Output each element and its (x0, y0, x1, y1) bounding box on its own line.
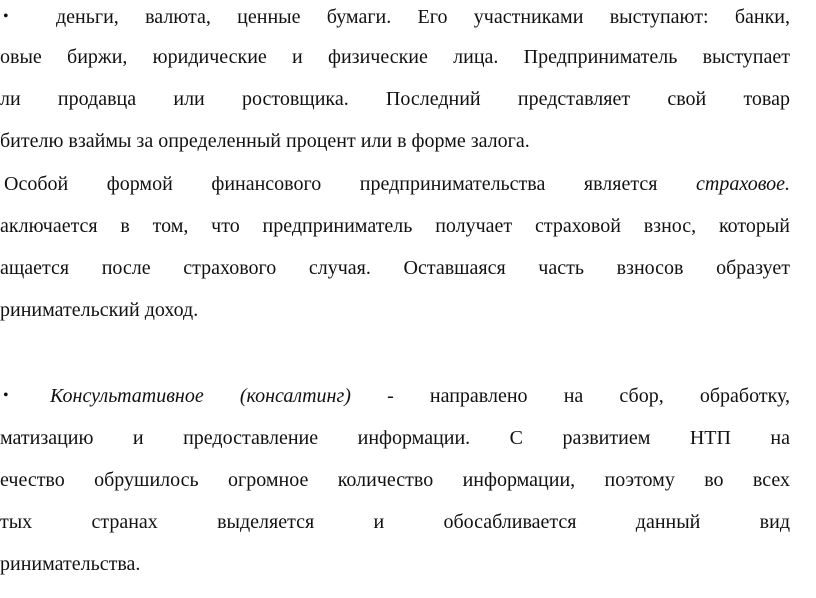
paragraph-line: тых странах выделяется и обосабливается данный вид (0, 511, 790, 533)
paragraph-line: ащается после страхового случая. Оставшаяся часть взносов образует (0, 257, 790, 279)
paragraph-line: деньги, валюта, ценные бумаги. Его участниками выступают: банки, (56, 6, 790, 28)
paragraph-line: овые биржи, юридические и физические лица. Предприниматель выступает (0, 46, 790, 68)
paragraph-line: ринимательский доход. (0, 299, 199, 321)
emphasis-term: Консультативное (консалтинг) (50, 385, 351, 407)
paragraph-line: матизацию и предоставление информации. С развитием НТП на (0, 427, 790, 449)
paragraph-line (4, 169, 790, 199)
paragraph-line: аключается в том, что предприниматель получает страховой взнос, который (0, 215, 790, 237)
paragraph-text: Особой формой финансового предпринимательства является (4, 173, 658, 195)
paragraph-line (50, 381, 790, 411)
paragraph-text: - направлено на сбор, обработку, (387, 385, 791, 407)
emphasis-term: страховое. (696, 173, 790, 195)
bullet-marker: • (3, 8, 9, 25)
bullet-marker: • (3, 387, 9, 404)
paragraph-line: ринимательства. (0, 553, 141, 575)
paragraph-line: бителю взаймы за определенный процент или в форме залога. (0, 130, 530, 152)
paragraph-line: ечество обрушилось огромное количество информации, поэтому во всех (0, 469, 790, 491)
paragraph-line: ли продавца или ростовщика. Последний представляет свой товар (0, 88, 790, 110)
